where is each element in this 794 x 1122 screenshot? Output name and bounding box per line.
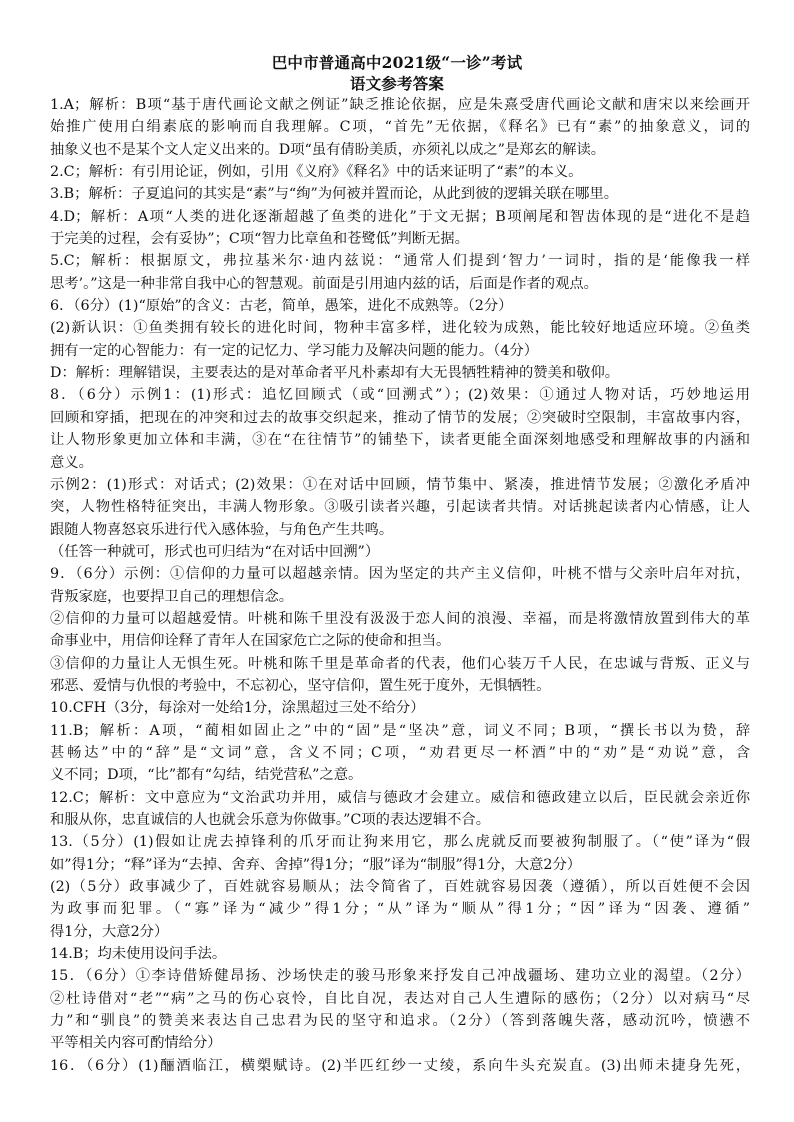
exam-title: 巴中市普通高中2021级“一诊”考试 (271, 53, 523, 72)
text-line: 8．（6分）示例1：(1)形式：追忆回顾式（或“回溯式”）；(2)效果：①通过人物对话，巧妙地运用 (50, 387, 750, 404)
text-line: 15．（6分）①李诗借矫健昂扬、沙场快走的骏马形象来抒发自己冲战疆场、建功立业的渴望。（2分） (50, 968, 750, 985)
text-line: 拥有一定的心智能力：有一定的记忆力、学习能力及解决问题的能力。（4分） (50, 342, 539, 359)
text-line: 平等相关内容可酌情给分） (50, 1035, 222, 1052)
text-line: ③信仰的力量让人无惧生死。叶桃和陈千里是革命者的代表，他们心装万千人民，在忠诚与背叛、正义与 (50, 655, 750, 672)
text-line: 邪恶、爱情与仇恨的考验中，不忘初心，坚守信仰，置生死于度外，无惧牺牲。 (50, 677, 551, 694)
text-line: 13.（5分）(1)假如让虎去掉锋利的爪牙而让狗来用它，那么虎就反而要被狗制服了。（“使”译为“假 (50, 834, 750, 851)
text-line: 突，人物性格特征突出，丰满人物形象。③吸引读者兴趣，引起读者共情。对话挑起读者内心情感，让人 (50, 499, 750, 516)
text-line: 回顾和穿插，把现在的冲突和过去的故事交织起来，推动了情节的发展；②突破时空限制，丰富故事内容， (50, 409, 750, 426)
text-line: 14.B；均未使用设问手法。 (50, 946, 227, 963)
text-line: 3.B；解析：子夏追问的其实是“素”与“绚”为何被并置而论，从此到彼的逻辑关联在哪里。 (50, 186, 619, 203)
text-line: 4.D；解析：A项“人类的进化逐渐超越了鱼类的进化”于文无据；B项阐尾和智齿体现的是“进化不是趋 (50, 208, 750, 225)
text-line: 思考’。”这是一种非常自我中心的智慧观。前面是引用迪内兹的话，后面是作者的观点。 (50, 275, 598, 292)
text-line: 16．（6分）(1)酾酒临江，横槊赋诗。(2)半匹红纱一丈绫，系向牛头充炭直。(3)出师未捷身先死， (50, 1057, 750, 1074)
text-line: 为政事而犯罪。（“寡”译为“减少”得1分；“从”译为“顺从”得1分；“因”译为“因袭、遵循” (50, 901, 750, 918)
text-line: 意义。 (50, 454, 93, 471)
text-line: 力”和“驯良”的赞美来表达自己忠君为民的坚守和追求。（2分）（答到落魄失落，感动沉吟，愤懑不 (50, 1013, 750, 1030)
text-line: 命事业中，用信仰诠释了青年人在国家危亡之际的使命和担当。 (50, 633, 451, 650)
text-line: 义不同；D项，“比”都有“勾结，结党营私”之意。 (50, 767, 363, 784)
text-line: 背叛家庭，也要捍卫自己的理想信念。 (50, 588, 294, 605)
text-line: ②信仰的力量可以超越爱情。叶桃和陈千里没有汲汲于恋人间的浪漫、幸福，而是将激情放置到伟大的革 (50, 610, 750, 627)
text-line: (2)（5分）政事减少了，百姓就容易顺从；法令简省了，百姓就容易因袭（遵循），所以百姓便不会因 (50, 879, 750, 896)
text-line: (2)新认识：①鱼类拥有较长的进化时间，物种丰富多样，进化较为成熟，能比较好地适应环境。②鱼类 (50, 320, 750, 337)
text-line: 9．（6分）示例：①信仰的力量可以超越亲情。因为坚定的共产主义信仰，叶桃不惜与父亲叶启年对抗， (50, 566, 750, 583)
text-line: 于完美的过程，会有妥协”；C项“智力比章鱼和苍鹭低”判断无据。 (50, 231, 469, 248)
text-line: 抽象义也不是某个文人定义出来的。D项“虽有倩盼美质，亦须礼以成之”是郑玄的解读。 (50, 141, 606, 158)
text-line: 6．（6分）(1)“原始”的含义：古老，简单，愚笨，进化不成熟等。（2分） (50, 298, 513, 315)
answer-key-subtitle: 语文参考答案 (349, 74, 445, 93)
text-line: 得1分，大意2分） (50, 923, 169, 940)
text-line: 让人物形象更加立体和丰满，③在“在往情节”的铺垫下，读者更能全面深刻地感受和理解故事的内涵和 (50, 432, 750, 449)
text-line: 11.B；解析：A项，“蔺相如固止之”中的“固”是“坚决”意，词义不同；B项，“撰长书以为贽，辞 (50, 722, 750, 739)
text-line: 10.CFH（3分，每涂对一处给1分，涂黑超过三处不给分） (50, 700, 425, 717)
text-line: 甚畅达”中的“辞”是“文词”意，含义不同；C项，“劝君更尽一杯酒”中的“劝”是“劝说”意，含 (50, 744, 750, 761)
text-line: ②杜诗借对“老”“病”之马的伤心哀怜，自比自况，表达对自己人生遭际的感伤；（2分）以对病马“尽 (50, 990, 750, 1007)
text-line: 1.A；解析：B项“基于唐代画论文献之例证”缺乏推论依据，应是朱熹受唐代画论文献和唐宋以来绘画开 (50, 97, 750, 113)
text-line: 5.C；解析：根据原文，弗拉基米尔·迪内兹说：“通常人们提到‘智力’一词时，指的是‘能像我一样 (50, 253, 750, 270)
answer-content (50, 94, 750, 1077)
text-line: 如”得1分；“释”译为“去掉、舍弃、舍掉”得1分；“服”译为“制服”得1分，大意2分） (50, 856, 582, 873)
text-line: 12.C；解析：文中意应为“文治武功并用，威信与德政才会建立。威信和德政建立以后，臣民就会亲近你 (50, 789, 750, 806)
text-line: 示例2：(1)形式：对话式；(2)效果：①在对话中回顾，情节集中、紧凑，推进情节发展；②激化矛盾冲 (50, 476, 750, 493)
text-line: 和服从你，忠直诚信的人也就会乐意为你做事。”C项的表达逻辑不合。 (50, 812, 491, 828)
text-line: （任答一种就可，形式也可归结为“在对话中回溯”） (50, 543, 380, 560)
text-line: 跟随人物喜怒哀乐进行代入感体验，与角色产生共鸣。 (50, 521, 394, 538)
text-line: 始推广使用白绢素底的影响而自我理解。C项，“首先”无依据，《释名》已有“素”的抽象意义，词的 (50, 119, 750, 136)
text-line: 2.C；解析：有引用论证，例如，引用《义府》《释名》中的话来证明了“素”的本义。 (50, 164, 583, 181)
text-line: D：解析：理解错误，主要表达的是对革命者平凡朴素却有大无畏牺牲精神的赞美和敬仰。 (50, 365, 620, 382)
